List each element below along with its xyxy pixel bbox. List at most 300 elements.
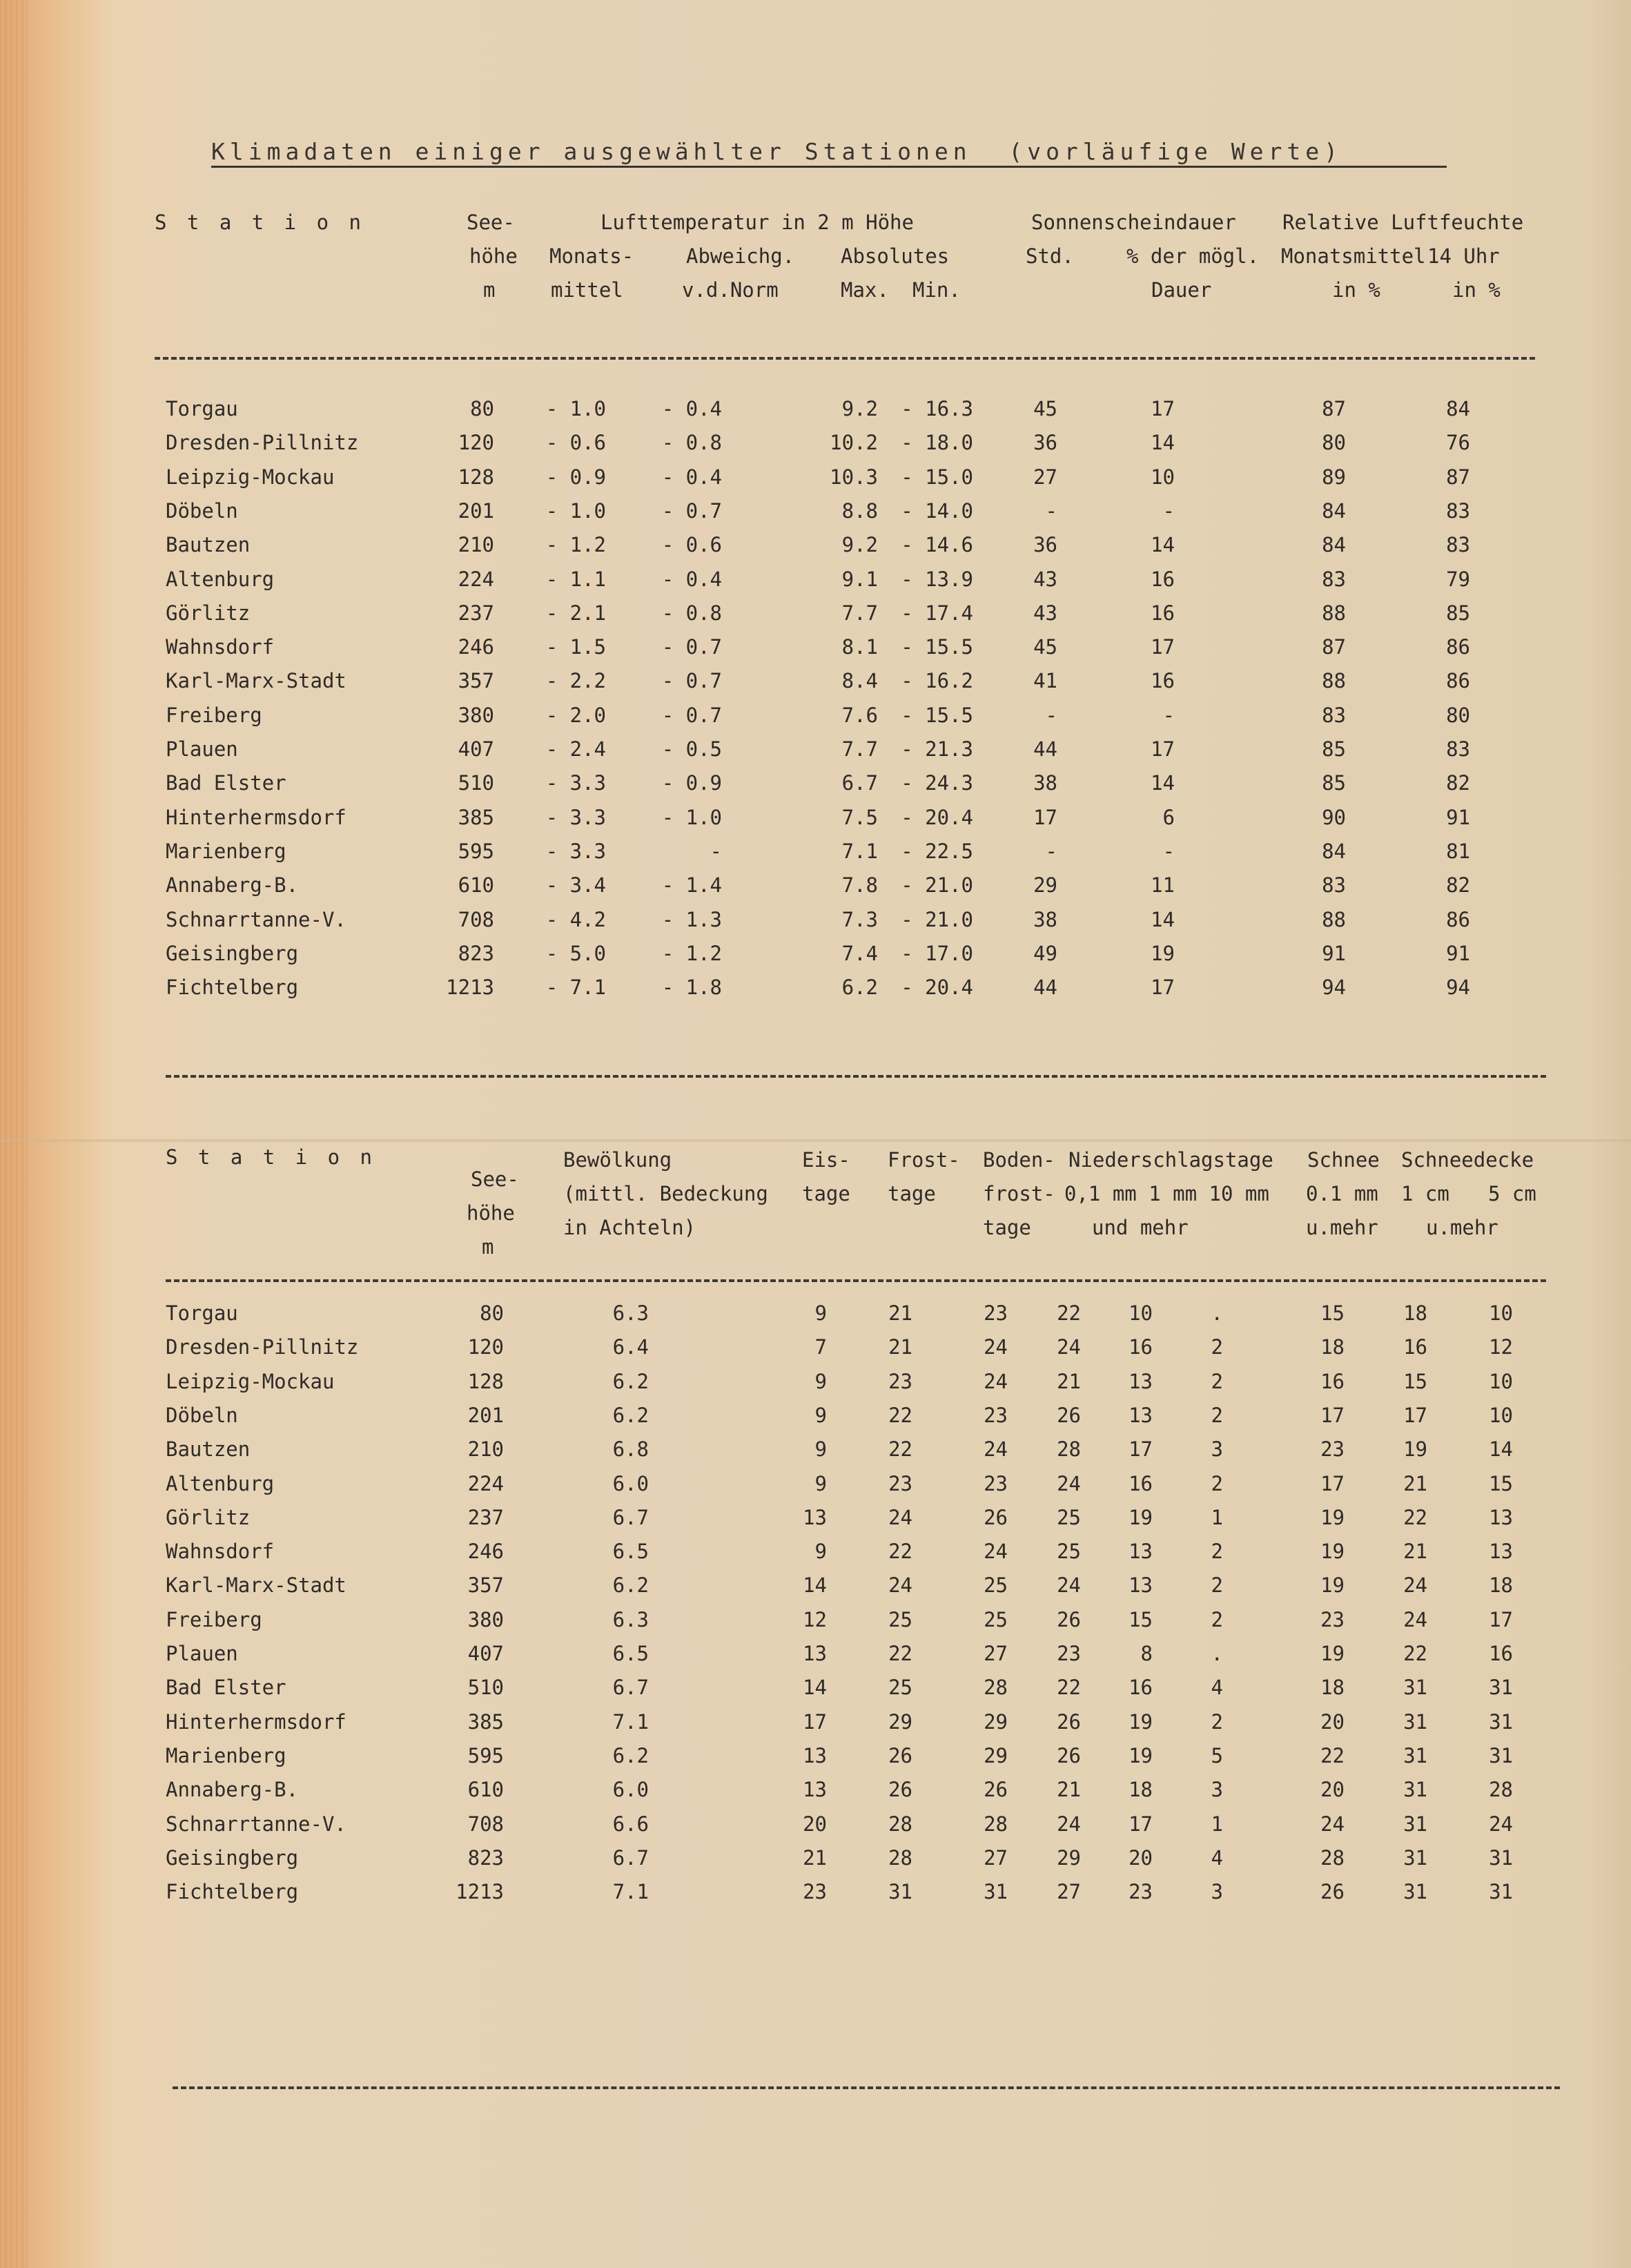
station-name: Hinterhermsdorf bbox=[166, 1709, 346, 1734]
sunshine-percent: 17 bbox=[1151, 397, 1175, 420]
ice-days: 9 bbox=[814, 1437, 827, 1462]
snow-cover-1cm: 22 bbox=[1403, 1505, 1427, 1529]
t2-h-schnee1: Schnee bbox=[1307, 1148, 1380, 1172]
ice-days: 13 bbox=[803, 1778, 827, 1802]
table-row bbox=[0, 766, 1631, 800]
deviation-from-norm: - 0.5 bbox=[661, 737, 722, 761]
abs-min-temp: - 20.4 bbox=[901, 805, 973, 829]
t2-h-schnee2: 0.1 mm bbox=[1306, 1182, 1378, 1205]
sunshine-percent: 16 bbox=[1151, 567, 1175, 591]
monthly-mean-temp: - 0.6 bbox=[545, 431, 606, 455]
ice-days: 17 bbox=[803, 1709, 827, 1734]
cloud-cover: 6.5 bbox=[612, 1540, 649, 1564]
table-row bbox=[0, 937, 1631, 971]
rel-humidity-mean: 80 bbox=[1322, 431, 1346, 455]
frost-days: 22 bbox=[888, 1437, 912, 1462]
t1-h-std: Std. bbox=[1026, 244, 1074, 268]
t1-h-absmin: Min. bbox=[912, 278, 961, 302]
t1-h-proz1: % der mögl. bbox=[1126, 244, 1260, 268]
station-name: Annaberg-B. bbox=[166, 873, 299, 898]
sea-height: 237 bbox=[467, 1505, 504, 1529]
table-row bbox=[0, 1841, 1631, 1875]
ice-days: 14 bbox=[803, 1676, 827, 1700]
precip-days-1mm: 16 bbox=[1129, 1676, 1153, 1700]
precip-days-1mm: 16 bbox=[1129, 1335, 1153, 1359]
abs-max-temp: 7.5 bbox=[841, 805, 878, 829]
table-row bbox=[0, 461, 1631, 494]
snow-cover-1cm: 31 bbox=[1403, 1845, 1427, 1870]
precip-days-10mm: 1 bbox=[1211, 1505, 1223, 1529]
sunshine-hours: - bbox=[1045, 703, 1057, 727]
station-name: Marienberg bbox=[166, 839, 286, 863]
ice-days: 9 bbox=[814, 1471, 827, 1495]
abs-max-temp: 7.8 bbox=[841, 873, 878, 898]
sea-height: 210 bbox=[458, 533, 494, 557]
abs-max-temp: 8.8 bbox=[841, 498, 878, 523]
abs-max-temp: 7.4 bbox=[841, 941, 878, 965]
station-name: Döbeln bbox=[166, 1403, 238, 1427]
table-row bbox=[0, 528, 1631, 562]
table-row bbox=[0, 903, 1631, 937]
rel-humidity-14h: 87 bbox=[1446, 465, 1470, 489]
rel-humidity-mean: 87 bbox=[1322, 635, 1346, 659]
precip-days-1mm: 19 bbox=[1129, 1709, 1153, 1734]
t2-h-see2: höhe bbox=[467, 1201, 515, 1225]
precip-days-1mm: 15 bbox=[1129, 1607, 1153, 1631]
precip-days-01mm: 22 bbox=[1057, 1301, 1081, 1325]
sea-height: 201 bbox=[467, 1403, 504, 1427]
table-row bbox=[0, 1467, 1631, 1501]
table-row bbox=[0, 971, 1631, 1005]
snow-cover-5cm: 31 bbox=[1489, 1676, 1513, 1700]
frost-days: 31 bbox=[888, 1880, 912, 1904]
snow-cover-1cm: 31 bbox=[1403, 1880, 1427, 1904]
rel-humidity-14h: 85 bbox=[1446, 601, 1470, 625]
t2-h-nied1: Niederschlagstage bbox=[1068, 1148, 1273, 1172]
frost-days: 26 bbox=[888, 1778, 912, 1802]
precip-days-1mm: 19 bbox=[1129, 1505, 1153, 1529]
sunshine-percent: - bbox=[1162, 498, 1175, 523]
snow-cover-5cm: 16 bbox=[1489, 1642, 1513, 1665]
abs-min-temp: - 14.6 bbox=[901, 533, 973, 557]
cloud-cover: 6.4 bbox=[612, 1335, 649, 1359]
deviation-from-norm: - 1.4 bbox=[661, 873, 722, 898]
ground-frost-days: 26 bbox=[984, 1778, 1008, 1802]
precip-days-01mm: 22 bbox=[1057, 1676, 1081, 1700]
sea-height: 357 bbox=[458, 669, 494, 693]
ground-frost-days: 23 bbox=[984, 1301, 1008, 1325]
abs-min-temp: - 24.3 bbox=[901, 771, 973, 795]
t2-h-decke2b: 5 cm bbox=[1488, 1182, 1536, 1205]
abs-max-temp: 8.4 bbox=[841, 669, 878, 693]
rel-humidity-14h: 84 bbox=[1446, 397, 1470, 420]
precip-days-10mm: 2 bbox=[1211, 1335, 1223, 1359]
t1-h-monats1: Monats- bbox=[549, 244, 634, 268]
t1-h-fm1: Monatsmittel bbox=[1281, 244, 1426, 268]
abs-min-temp: - 21.0 bbox=[901, 907, 973, 931]
abs-max-temp: 7.3 bbox=[841, 907, 878, 931]
snow-days: 16 bbox=[1320, 1369, 1345, 1393]
snow-cover-5cm: 10 bbox=[1489, 1403, 1513, 1427]
station-name: Karl-Marx-Stadt bbox=[166, 1573, 346, 1598]
rel-humidity-14h: 86 bbox=[1446, 635, 1470, 659]
abs-max-temp: 6.7 bbox=[841, 771, 878, 795]
t2-h-bew3: in Achteln) bbox=[563, 1216, 696, 1239]
abs-max-temp: 9.1 bbox=[841, 567, 878, 591]
table-row bbox=[0, 1330, 1631, 1364]
t1-h-station: S t a t i o n bbox=[155, 211, 365, 234]
sunshine-hours: 17 bbox=[1033, 805, 1057, 829]
t2-h-schnee3: u.mehr bbox=[1306, 1216, 1378, 1239]
cloud-cover: 6.2 bbox=[612, 1573, 649, 1598]
snow-cover-1cm: 22 bbox=[1403, 1642, 1427, 1665]
precip-days-10mm: 2 bbox=[1211, 1709, 1223, 1734]
sea-height: 595 bbox=[458, 839, 494, 863]
snow-days: 22 bbox=[1320, 1743, 1345, 1767]
rel-humidity-14h: 81 bbox=[1446, 839, 1470, 863]
abs-max-temp: 10.3 bbox=[830, 465, 878, 489]
deviation-from-norm: - 0.8 bbox=[661, 601, 722, 625]
station-name: Bautzen bbox=[166, 533, 251, 557]
frost-days: 23 bbox=[888, 1471, 912, 1495]
snow-cover-1cm: 24 bbox=[1403, 1607, 1427, 1631]
sunshine-hours: 43 bbox=[1033, 601, 1057, 625]
table-row bbox=[0, 733, 1631, 766]
sea-height: 120 bbox=[458, 431, 494, 455]
ice-days: 7 bbox=[814, 1335, 827, 1359]
precip-days-10mm: 4 bbox=[1211, 1845, 1223, 1870]
ground-frost-days: 24 bbox=[984, 1369, 1008, 1393]
sea-height: 595 bbox=[467, 1743, 504, 1767]
sea-height: 823 bbox=[467, 1845, 504, 1870]
rel-humidity-mean: 83 bbox=[1322, 873, 1346, 898]
frost-days: 25 bbox=[888, 1607, 912, 1631]
snow-cover-1cm: 24 bbox=[1403, 1573, 1427, 1598]
precip-days-10mm: 3 bbox=[1211, 1778, 1223, 1802]
precip-days-10mm: 2 bbox=[1211, 1607, 1223, 1631]
t2-h-decke1: Schneedecke bbox=[1401, 1148, 1534, 1172]
table-row bbox=[0, 1875, 1631, 1909]
frost-days: 25 bbox=[888, 1676, 912, 1700]
ground-frost-days: 28 bbox=[984, 1812, 1008, 1836]
cloud-cover: 6.2 bbox=[612, 1369, 649, 1393]
abs-max-temp: 7.7 bbox=[841, 737, 878, 761]
table-row bbox=[0, 835, 1631, 869]
station-name: Wahnsdorf bbox=[166, 635, 275, 659]
abs-min-temp: - 21.0 bbox=[901, 873, 973, 898]
deviation-from-norm: - 0.4 bbox=[661, 397, 722, 420]
sunshine-percent: 6 bbox=[1162, 805, 1175, 829]
deviation-from-norm: - 1.3 bbox=[661, 907, 722, 931]
station-name: Bad Elster bbox=[166, 1676, 286, 1700]
snow-cover-5cm: 12 bbox=[1489, 1335, 1513, 1359]
precip-days-10mm: . bbox=[1211, 1642, 1223, 1665]
precip-days-1mm: 10 bbox=[1129, 1301, 1153, 1325]
sea-height: 224 bbox=[458, 567, 494, 591]
rel-humidity-14h: 94 bbox=[1446, 976, 1470, 1000]
ground-frost-days: 23 bbox=[984, 1471, 1008, 1495]
monthly-mean-temp: - 2.4 bbox=[545, 737, 606, 761]
snow-cover-5cm: 18 bbox=[1489, 1573, 1513, 1598]
ground-frost-days: 25 bbox=[984, 1607, 1008, 1631]
snow-cover-5cm: 31 bbox=[1489, 1845, 1513, 1870]
cloud-cover: 6.7 bbox=[612, 1845, 649, 1870]
snow-days: 19 bbox=[1320, 1573, 1345, 1598]
table-separator-rule bbox=[166, 1075, 1546, 1078]
monthly-mean-temp: - 3.3 bbox=[545, 839, 606, 863]
abs-min-temp: - 20.4 bbox=[901, 976, 973, 1000]
cloud-cover: 6.5 bbox=[612, 1642, 649, 1665]
station-name: Görlitz bbox=[166, 601, 251, 625]
sunshine-hours: - bbox=[1045, 839, 1057, 863]
table-row bbox=[0, 426, 1631, 460]
sunshine-hours: 38 bbox=[1033, 771, 1057, 795]
sea-height: 407 bbox=[467, 1642, 504, 1665]
cloud-cover: 6.2 bbox=[612, 1743, 649, 1767]
rel-humidity-14h: 86 bbox=[1446, 669, 1470, 693]
snow-days: 17 bbox=[1320, 1471, 1345, 1495]
sea-height: 1213 bbox=[456, 1880, 504, 1904]
precip-days-1mm: 13 bbox=[1129, 1573, 1153, 1598]
abs-max-temp: 9.2 bbox=[841, 397, 878, 420]
rel-humidity-mean: 83 bbox=[1322, 567, 1346, 591]
deviation-from-norm: - 1.2 bbox=[661, 941, 722, 965]
sea-height: 510 bbox=[458, 771, 494, 795]
table-row bbox=[0, 1501, 1631, 1535]
rel-humidity-14h: 91 bbox=[1446, 805, 1470, 829]
t1-h-abs1: Absolutes bbox=[841, 244, 950, 268]
abs-min-temp: - 16.2 bbox=[901, 669, 973, 693]
rel-humidity-14h: 83 bbox=[1446, 737, 1470, 761]
snow-cover-1cm: 31 bbox=[1403, 1709, 1427, 1734]
table-row bbox=[0, 869, 1631, 902]
frost-days: 28 bbox=[888, 1845, 912, 1870]
monthly-mean-temp: - 4.2 bbox=[545, 907, 606, 931]
precip-days-01mm: 26 bbox=[1057, 1743, 1081, 1767]
snow-cover-5cm: 13 bbox=[1489, 1540, 1513, 1564]
monthly-mean-temp: - 2.0 bbox=[545, 703, 606, 727]
rel-humidity-14h: 83 bbox=[1446, 533, 1470, 557]
precip-days-01mm: 21 bbox=[1057, 1369, 1081, 1393]
precip-days-1mm: 13 bbox=[1129, 1540, 1153, 1564]
snow-cover-5cm: 14 bbox=[1489, 1437, 1513, 1462]
cloud-cover: 6.2 bbox=[612, 1403, 649, 1427]
abs-max-temp: 7.7 bbox=[841, 601, 878, 625]
sea-height: 380 bbox=[458, 703, 494, 727]
t2-h-station: S t a t i o n bbox=[166, 1145, 376, 1169]
t2-h-boden1: Boden- bbox=[983, 1148, 1055, 1172]
sunshine-hours: 41 bbox=[1033, 669, 1057, 693]
snow-days: 23 bbox=[1320, 1437, 1345, 1462]
monthly-mean-temp: - 0.9 bbox=[545, 465, 606, 489]
station-name: Annaberg-B. bbox=[166, 1778, 299, 1802]
station-name: Bautzen bbox=[166, 1437, 251, 1462]
sunshine-hours: 44 bbox=[1033, 737, 1057, 761]
station-name: Freiberg bbox=[166, 1607, 262, 1631]
deviation-from-norm: - 0.4 bbox=[661, 465, 722, 489]
snow-cover-1cm: 19 bbox=[1403, 1437, 1427, 1462]
frost-days: 23 bbox=[888, 1369, 912, 1393]
ground-frost-days: 27 bbox=[984, 1642, 1008, 1665]
snow-cover-1cm: 31 bbox=[1403, 1743, 1427, 1767]
precip-days-1mm: 18 bbox=[1129, 1778, 1153, 1802]
sunshine-hours: 43 bbox=[1033, 567, 1057, 591]
ground-frost-days: 31 bbox=[984, 1880, 1008, 1904]
sunshine-hours: 36 bbox=[1033, 533, 1057, 557]
precip-days-1mm: 13 bbox=[1129, 1403, 1153, 1427]
station-name: Torgau bbox=[166, 1301, 238, 1325]
rel-humidity-mean: 94 bbox=[1322, 976, 1346, 1000]
monthly-mean-temp: - 1.2 bbox=[545, 533, 606, 557]
table-row bbox=[0, 1637, 1631, 1671]
station-name: Döbeln bbox=[166, 498, 238, 523]
station-name: Wahnsdorf bbox=[166, 1540, 275, 1564]
snow-days: 18 bbox=[1320, 1335, 1345, 1359]
monthly-mean-temp: - 7.1 bbox=[545, 976, 606, 1000]
precip-days-01mm: 26 bbox=[1057, 1607, 1081, 1631]
sea-height: 201 bbox=[458, 498, 494, 523]
sea-height: 708 bbox=[458, 907, 494, 931]
abs-max-temp: 7.1 bbox=[841, 839, 878, 863]
precip-days-1mm: 13 bbox=[1129, 1369, 1153, 1393]
monthly-mean-temp: - 3.4 bbox=[545, 873, 606, 898]
station-name: Karl-Marx-Stadt bbox=[166, 669, 346, 693]
t2-h-frost2: tage bbox=[888, 1182, 936, 1205]
page-title: Klimadaten einiger ausgewählter Stationen (vorläufige Werte) bbox=[211, 138, 1342, 165]
ground-frost-days: 24 bbox=[984, 1335, 1008, 1359]
deviation-from-norm: - 0.7 bbox=[661, 703, 722, 727]
sea-height: 128 bbox=[467, 1369, 504, 1393]
precip-days-01mm: 26 bbox=[1057, 1709, 1081, 1734]
sea-height: 823 bbox=[458, 941, 494, 965]
sunshine-percent: 14 bbox=[1151, 533, 1175, 557]
snow-cover-1cm: 21 bbox=[1403, 1540, 1427, 1564]
ground-frost-days: 26 bbox=[984, 1505, 1008, 1529]
frost-days: 24 bbox=[888, 1505, 912, 1529]
table-row bbox=[0, 630, 1631, 664]
rel-humidity-mean: 84 bbox=[1322, 533, 1346, 557]
precip-days-10mm: 5 bbox=[1211, 1743, 1223, 1767]
snow-cover-5cm: 28 bbox=[1489, 1778, 1513, 1802]
t1-h-see2: höhe bbox=[469, 244, 518, 268]
snow-days: 20 bbox=[1320, 1778, 1345, 1802]
t2-h-eis1: Eis- bbox=[802, 1148, 850, 1172]
station-name: Marienberg bbox=[166, 1743, 286, 1767]
t2-h-bew1: Bewölkung bbox=[563, 1148, 672, 1172]
snow-cover-5cm: 31 bbox=[1489, 1709, 1513, 1734]
precip-days-01mm: 24 bbox=[1057, 1471, 1081, 1495]
rel-humidity-14h: 76 bbox=[1446, 431, 1470, 455]
precip-days-10mm: 2 bbox=[1211, 1573, 1223, 1598]
sunshine-hours: 27 bbox=[1033, 465, 1057, 489]
station-name: Hinterhermsdorf bbox=[166, 805, 346, 829]
station-name: Leipzig-Mockau bbox=[166, 465, 335, 489]
precip-days-01mm: 27 bbox=[1057, 1880, 1081, 1904]
table-row bbox=[0, 664, 1631, 698]
rel-humidity-mean: 84 bbox=[1322, 498, 1346, 523]
abs-min-temp: - 17.0 bbox=[901, 941, 973, 965]
abs-min-temp: - 22.5 bbox=[901, 839, 973, 863]
sunshine-hours: 36 bbox=[1033, 431, 1057, 455]
station-name: Fichtelberg bbox=[166, 1880, 299, 1904]
cloud-cover: 6.0 bbox=[612, 1778, 649, 1802]
snow-days: 17 bbox=[1320, 1403, 1345, 1427]
snow-cover-5cm: 31 bbox=[1489, 1743, 1513, 1767]
title-underline bbox=[211, 166, 1447, 168]
monthly-mean-temp: - 1.5 bbox=[545, 635, 606, 659]
snow-cover-5cm: 10 bbox=[1489, 1301, 1513, 1325]
ground-frost-days: 29 bbox=[984, 1743, 1008, 1767]
sea-height: 210 bbox=[467, 1437, 504, 1462]
station-name: Schnarrtanne-V. bbox=[166, 907, 346, 931]
station-name: Dresden-Pillnitz bbox=[166, 1335, 359, 1359]
sunshine-percent: 19 bbox=[1151, 941, 1175, 965]
frost-days: 29 bbox=[888, 1709, 912, 1734]
ice-days: 12 bbox=[803, 1607, 827, 1631]
rel-humidity-mean: 85 bbox=[1322, 771, 1346, 795]
deviation-from-norm: - 0.7 bbox=[661, 669, 722, 693]
table-row bbox=[0, 1739, 1631, 1773]
ice-days: 21 bbox=[803, 1845, 827, 1870]
station-name: Geisingberg bbox=[166, 1845, 299, 1870]
precip-days-1mm: 8 bbox=[1140, 1642, 1153, 1665]
sea-height: 246 bbox=[467, 1540, 504, 1564]
snow-days: 19 bbox=[1320, 1540, 1345, 1564]
snow-days: 15 bbox=[1320, 1301, 1345, 1325]
monthly-mean-temp: - 2.2 bbox=[545, 669, 606, 693]
precip-days-01mm: 24 bbox=[1057, 1573, 1081, 1598]
sea-height: 407 bbox=[458, 737, 494, 761]
precip-days-1mm: 20 bbox=[1129, 1845, 1153, 1870]
rel-humidity-mean: 88 bbox=[1322, 907, 1346, 931]
table-row bbox=[0, 1535, 1631, 1569]
sunshine-percent: 11 bbox=[1151, 873, 1175, 898]
snow-cover-1cm: 18 bbox=[1403, 1301, 1427, 1325]
t2-h-see1: See- bbox=[471, 1167, 519, 1191]
deviation-from-norm: - 0.9 bbox=[661, 771, 722, 795]
sea-height: 510 bbox=[467, 1676, 504, 1700]
monthly-mean-temp: - 1.1 bbox=[545, 567, 606, 591]
station-name: Geisingberg bbox=[166, 941, 299, 965]
sea-height: 80 bbox=[480, 1301, 504, 1325]
sunshine-percent: 17 bbox=[1151, 976, 1175, 1000]
deviation-from-norm: - 0.6 bbox=[661, 533, 722, 557]
snow-days: 28 bbox=[1320, 1845, 1345, 1870]
frost-days: 28 bbox=[888, 1812, 912, 1836]
cloud-cover: 6.6 bbox=[612, 1812, 649, 1836]
rel-humidity-mean: 87 bbox=[1322, 397, 1346, 420]
t1-h-proz2: Dauer bbox=[1151, 278, 1212, 302]
monthly-mean-temp: - 1.0 bbox=[545, 498, 606, 523]
table-row bbox=[0, 1603, 1631, 1637]
ground-frost-days: 25 bbox=[984, 1573, 1008, 1598]
rel-humidity-mean: 83 bbox=[1322, 703, 1346, 727]
snow-days: 20 bbox=[1320, 1709, 1345, 1734]
monthly-mean-temp: - 3.3 bbox=[545, 805, 606, 829]
sea-height: 128 bbox=[458, 465, 494, 489]
t1-h-feucht: Relative Luftfeuchte bbox=[1282, 211, 1524, 234]
monthly-mean-temp: - 2.1 bbox=[545, 601, 606, 625]
station-name: Schnarrtanne-V. bbox=[166, 1812, 346, 1836]
t2-h-decke2a: 1 cm bbox=[1401, 1182, 1449, 1205]
table-row bbox=[0, 1773, 1631, 1807]
precip-days-01mm: 24 bbox=[1057, 1335, 1081, 1359]
precip-days-01mm: 21 bbox=[1057, 1778, 1081, 1802]
snow-cover-5cm: 17 bbox=[1489, 1607, 1513, 1631]
t2-h-eis2: tage bbox=[802, 1182, 850, 1205]
abs-max-temp: 8.1 bbox=[841, 635, 878, 659]
sea-height: 80 bbox=[470, 397, 494, 420]
